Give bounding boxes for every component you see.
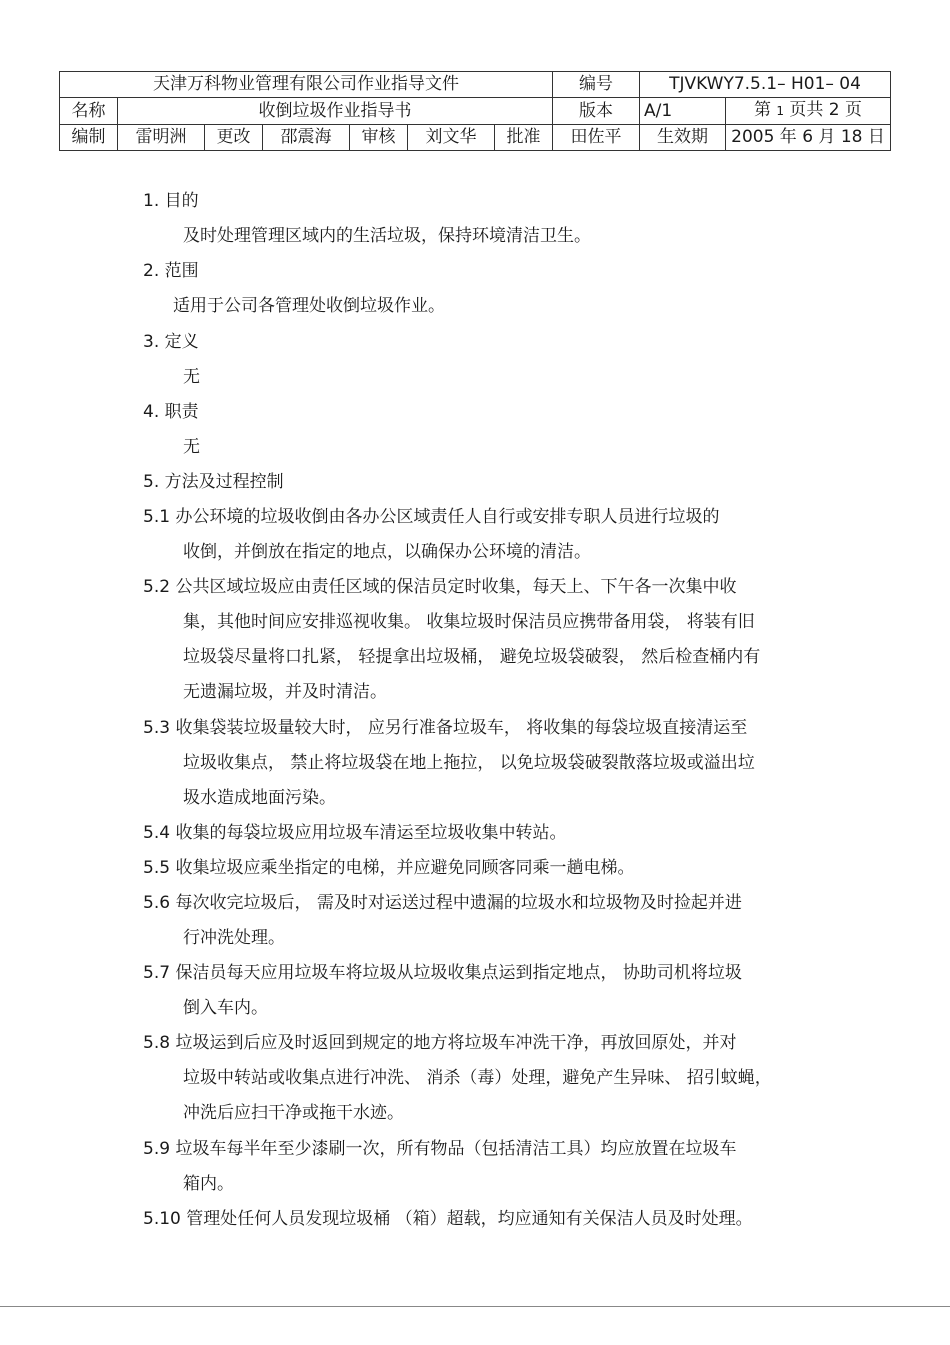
effective-value: 2005 年 6 月 18 日 (726, 125, 891, 151)
approve-value: 田佐平 (553, 125, 640, 151)
document-header-table (59, 71, 891, 151)
footer-divider (0, 1306, 950, 1307)
approve-label: 批准 (495, 125, 553, 151)
clause-5-1-cont: 收倒，并倒放在指定的地点，以确保办公环境的清洁。 (183, 542, 591, 562)
clause-5-3: 5.3 收集袋装垃圾量较大时， 应另行准备垃圾车， 将收集的每袋垃圾直接清运至 (143, 718, 748, 738)
review-label: 审核 (350, 125, 408, 151)
clause-5-6: 5.6 每次收完垃圾后， 需及时对运送过程中遗漏的垃圾水和垃圾物及时捡起并进 (143, 893, 742, 913)
clause-5-8-cont: 垃圾中转站或收集点进行冲洗、 消杀（毒）处理，避免产生异味、 招引蚊蝇， (183, 1068, 772, 1088)
version-label: 版本 (553, 98, 640, 125)
clause-5-8: 5.8 垃圾运到后应及时返回到规定的地方将垃圾车冲洗干净，再放回原处，并对 (143, 1033, 737, 1053)
code-label: 编号 (553, 72, 640, 98)
change-value: 邵震海 (263, 125, 350, 151)
compile-label: 编制 (60, 125, 118, 151)
clause-5-6-cont: 行冲洗处理。 (183, 928, 285, 948)
page-indicator: 第 1 页共 2 页 (726, 98, 891, 125)
clause-5-7-cont: 倒入车内。 (183, 998, 268, 1018)
review-value: 刘文华 (408, 125, 495, 151)
section-text: 无 (183, 367, 200, 387)
section-text: 及时处理管理区域内的生活垃圾，保持环境清洁卫生。 (183, 226, 591, 246)
clause-5-2-cont: 垃圾袋尽量将口扎紧， 轻提拿出垃圾桶， 避免垃圾袋破裂， 然后检查桶内有 (183, 647, 761, 667)
section-text: 适用于公司各管理处收倒垃圾作业。 (173, 296, 445, 316)
section-heading: 4. 职责 (143, 402, 199, 422)
version-value: A/1 (640, 98, 726, 125)
clause-5-5: 5.5 收集垃圾应乘坐指定的电梯，并应避免同顾客同乘一趟电梯。 (143, 858, 635, 878)
compile-value: 雷明洲 (118, 125, 205, 151)
section-heading: 2. 范围 (143, 261, 199, 281)
name-label: 名称 (60, 98, 118, 125)
clause-5-7: 5.7 保洁员每天应用垃圾车将垃圾从垃圾收集点运到指定地点， 协助司机将垃圾 (143, 963, 742, 983)
name-value: 收倒垃圾作业指导书 (118, 98, 553, 125)
clause-5-2-cont: 集，其他时间应安排巡视收集。 收集垃圾时保洁员应携带备用袋， 将装有旧 (183, 612, 755, 632)
section-heading: 3. 定义 (143, 332, 199, 352)
clause-5-3-cont: 垃圾收集点， 禁止将垃圾袋在地上拖拉， 以免垃圾袋破裂散落垃圾或溢出垃 (183, 753, 755, 773)
clause-5-10: 5.10 管理处任何人员发现垃圾桶 （箱）超载，均应通知有关保洁人员及时处理。 (143, 1209, 753, 1229)
clause-5-1: 5.1 办公环境的垃圾收倒由各办公区域责任人自行或安排专职人员进行垃圾的 (143, 507, 720, 527)
change-label: 更改 (205, 125, 263, 151)
clause-5-8-cont: 冲洗后应扫干净或拖干水迹。 (183, 1103, 404, 1123)
section-heading: 1. 目的 (143, 191, 199, 211)
clause-5-9: 5.9 垃圾车每半年至少漆刷一次，所有物品（包括清洁工具）均应放置在垃圾车 (143, 1139, 737, 1159)
company-doc-title: 天津万科物业管理有限公司作业指导文件 (60, 72, 553, 98)
clause-5-4: 5.4 收集的每袋垃圾应用垃圾车清运至垃圾收集中转站。 (143, 823, 567, 843)
clause-5-2: 5.2 公共区域垃圾应由责任区域的保洁员定时收集，每天上、下午各一次集中收 (143, 577, 737, 597)
code-value: TJVKWY7.5.1– H01– 04 (640, 72, 891, 98)
clause-5-9-cont: 箱内。 (183, 1174, 234, 1194)
section-heading: 5. 方法及过程控制 (143, 472, 284, 492)
clause-5-2-cont: 无遗漏垃圾，并及时清洁。 (183, 682, 387, 702)
effective-label: 生效期 (640, 125, 726, 151)
section-text: 无 (183, 437, 200, 457)
clause-5-3-cont: 圾水造成地面污染。 (183, 788, 336, 808)
